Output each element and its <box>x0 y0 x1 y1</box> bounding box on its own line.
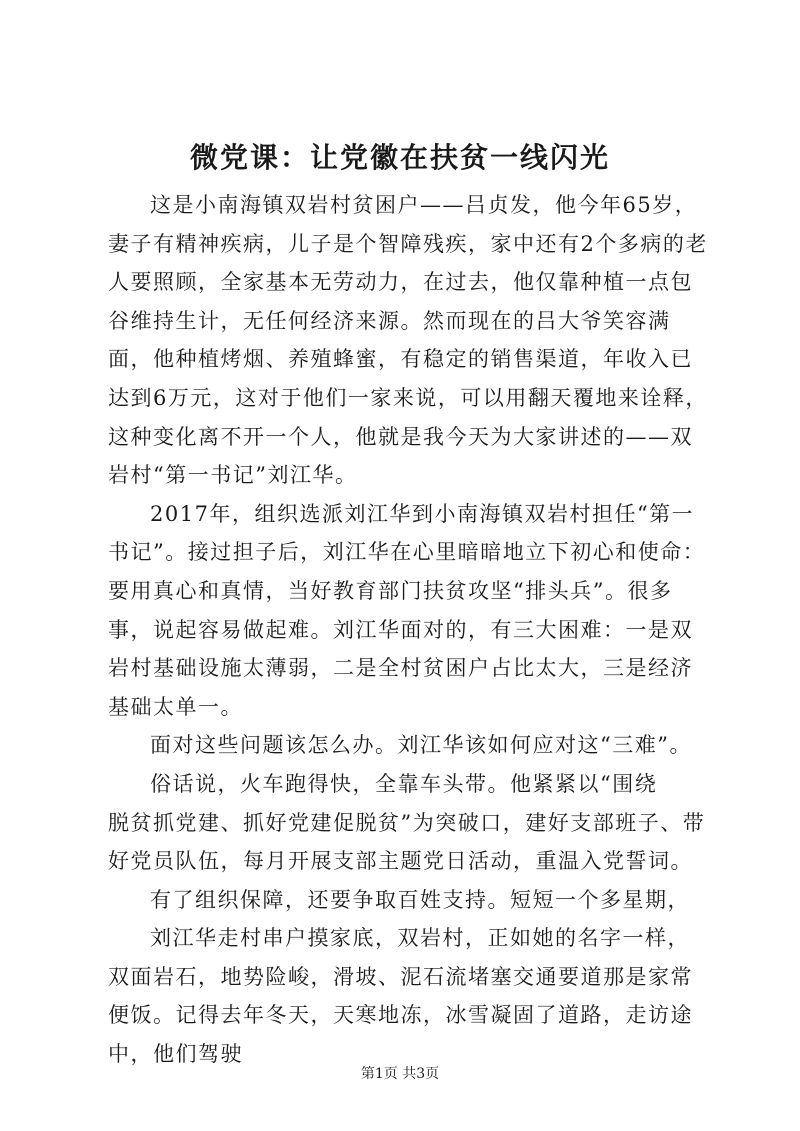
page-footer: 第1页 共3页 <box>360 1066 440 1082</box>
paragraph: 刘江华走村串户摸家底，双岩村，正如她的名字一样，双面岩石，地势险峻，滑坡、泥石流堵塞交通要道那是家常便饭。记得去年冬天，天寒地冻，冰雪凝固了道路，走访途中，他们驾驶 <box>108 926 693 1067</box>
paragraph: 脱贫抓党建、抓好党建促脱贫”为突破口，建好支部班子、带好党员队伍，每月开展支部主题党日活动，重温入党誓词。 <box>108 810 706 874</box>
paragraph: 这是小南海镇双岩村贫困户——吕贞发，他今年65岁，妻子有精神疾病，儿子是个智障残疾，家中还有2个多病的老人要照顾，全家基本无劳动力，在过去，他仅靠种植一点包谷维持生计，无任何经济来源。然而现在的吕大爷笑容满面，他种植烤烟、养殖蜂蜜，有稳定的销售渠道，年收入已达到6万元，这对于他们一家来说，可以用翻天覆地来诠释，这种变化离不开一个人，他就是我今天为大家讲述的——双岩村“第一书记”刘江华。 <box>108 193 708 488</box>
paragraph: 2017年，组织选派刘江华到小南海镇双岩村担任“第一书记”。接过担子后，刘江华在心里暗暗地立下初心和使命：要用真心和真情，当好教育部门扶贫攻坚“排头兵”。很多事，说起容易做起难。刘江华面对的，有三大困难：一是双岩村基础设施太薄弱，二是全村贫困户占比太大，三是经济基础太单一。 <box>108 501 706 719</box>
paragraph: 面对这些问题该怎么办。刘江华该如何应对这“三难”。 <box>150 733 692 758</box>
document-body <box>108 186 708 1074</box>
paragraph: 有了组织保障，还要争取百姓支持。短短一个多星期， <box>150 887 690 912</box>
document-title: 微党课：让党徽在扶贫一线闪光 <box>189 141 610 174</box>
paragraph: 俗话说，火车跑得快，全靠车头带。他紧紧以“围绕 <box>150 771 658 796</box>
